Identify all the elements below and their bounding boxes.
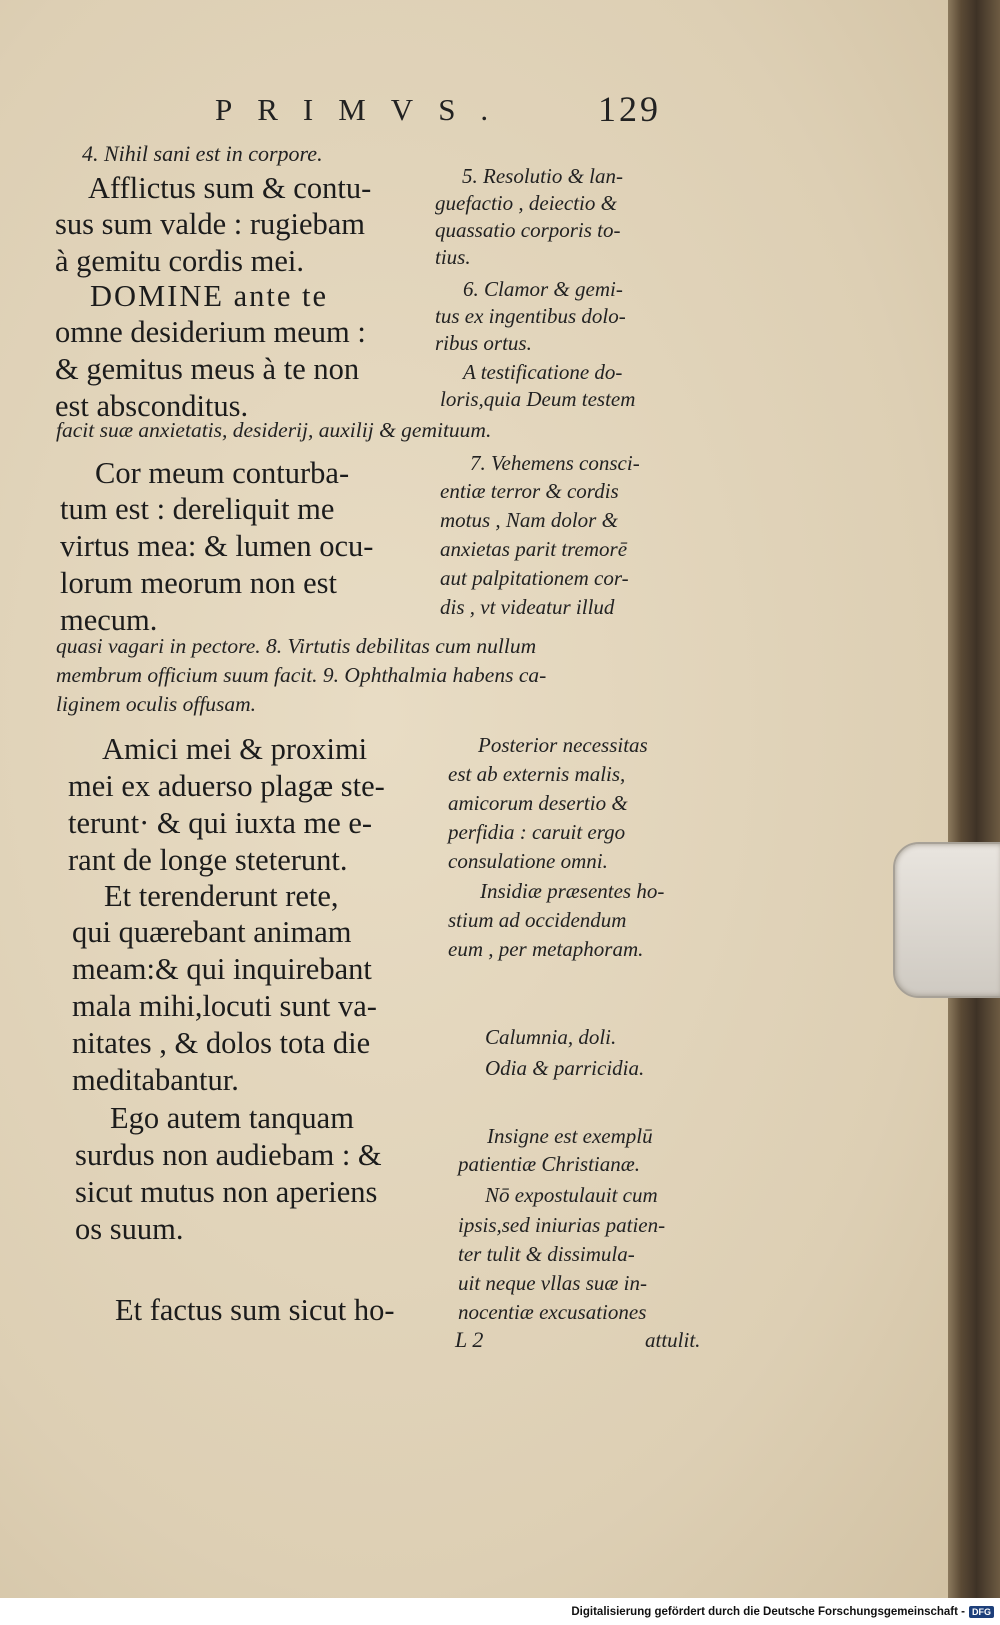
note-line: ter tulit & dissimula- xyxy=(458,1242,635,1266)
text-line: surdus non audiebam : & xyxy=(75,1138,382,1172)
text-line: mala mihi,locuti sunt va- xyxy=(72,989,377,1023)
note-line: Odia & parricidia. xyxy=(485,1056,645,1080)
text-line: qui quærebant animam xyxy=(72,915,352,949)
verse-paragraph-6-cont xyxy=(75,1137,382,1248)
text-line: mei ex aduerso plagæ ste- xyxy=(68,769,385,803)
note-6 xyxy=(463,276,623,303)
verse-paragraph-6 xyxy=(110,1100,354,1137)
note-7 xyxy=(470,450,640,477)
note-line: attulit. xyxy=(645,1328,701,1352)
note-line: Insidiæ præsentes ho- xyxy=(480,879,665,903)
note-line: entiæ terror & cordis xyxy=(440,479,619,503)
note-line: tus ex ingentibus dolo- xyxy=(435,304,626,328)
text-line: terunt· & qui iuxta me e- xyxy=(68,806,373,840)
note-line: guefactio , deiectio & xyxy=(435,191,617,215)
book-page-edge xyxy=(948,0,1000,1598)
footer-text: Digitalisierung gefördert durch die Deutsche Forschungsgemeinschaft - xyxy=(571,1606,965,1618)
text-line: à gemitu cordis mei. xyxy=(55,244,305,278)
note-line: Calumnia, doli. xyxy=(485,1025,617,1049)
note-5-cont xyxy=(435,190,621,271)
text-line: Et factus sum sicut ho- xyxy=(115,1293,395,1327)
text-line: Ego autem tanquam xyxy=(110,1101,354,1135)
note-insidiae-cont xyxy=(448,906,643,964)
note-line: loris,quia Deum testem xyxy=(440,387,636,411)
text-line: est absconditus. xyxy=(55,389,249,423)
text-line: meam:& qui inquirebant xyxy=(72,952,372,986)
note-line: quasi vagari in pectore. 8. Virtutis debilitas cum nullum xyxy=(56,634,537,658)
text-line: virtus mea: & lumen ocu- xyxy=(60,529,374,563)
note-line: stium ad occidendum xyxy=(448,908,627,932)
text-line: meditabantur. xyxy=(72,1063,239,1097)
note-insigne xyxy=(487,1123,653,1150)
note-4: 4. Nihil sani est in corpore. xyxy=(82,141,323,166)
note-line: uit neque vllas suæ in- xyxy=(458,1271,647,1295)
note-line: anxietas parit tremorē xyxy=(440,537,628,561)
note-6-cont xyxy=(435,303,626,357)
note-line: A testificatione do- xyxy=(463,360,623,384)
text-line: os suum. xyxy=(75,1212,184,1246)
text-line: sicut mutus non aperiens xyxy=(75,1175,378,1209)
note-line: aut palpitationem cor- xyxy=(440,566,629,590)
note-line: 6. Clamor & gemi- xyxy=(463,277,623,301)
text-line: tum est : dereliquit me xyxy=(60,492,335,526)
text-line: omne desiderium meum : xyxy=(55,315,366,349)
note-insidiae xyxy=(480,878,664,905)
note-line: consulatione omni. xyxy=(448,849,608,873)
note-7-fullwidth xyxy=(56,632,546,719)
note-line: motus , Nam dolor & xyxy=(440,508,618,532)
text-line: & gemitus meus à te non xyxy=(55,352,360,386)
note-5 xyxy=(462,163,623,190)
note-line: 5. Resolutio & lan- xyxy=(462,164,623,188)
note-line: quassatio corporis to- xyxy=(435,218,621,242)
note-line: est ab externis malis, xyxy=(448,762,626,786)
verse-paragraph-3 xyxy=(95,455,349,492)
note-line: 7. Vehemens consci- xyxy=(470,451,640,475)
verse-paragraph-5 xyxy=(104,878,339,915)
verse-paragraph-5-cont xyxy=(72,914,377,1099)
note-insigne-b-cont xyxy=(458,1211,665,1327)
note-line: tius. xyxy=(435,245,471,269)
text-line: lorum meorum non est xyxy=(60,566,338,600)
text-line: rant de longe steterunt. xyxy=(68,843,348,877)
text-line: nitates , & dolos tota die xyxy=(72,1026,371,1060)
note-line: Insigne est exemplū xyxy=(487,1124,653,1148)
page-clip xyxy=(893,842,1000,998)
text-line: DOMINE ante te xyxy=(90,279,329,313)
note-line: Posterior necessitas xyxy=(478,733,648,757)
signature-mark: L 2 xyxy=(455,1327,484,1352)
note-insigne-end xyxy=(645,1327,700,1354)
page-number: 129 xyxy=(598,89,661,129)
note-6-fullwidth: facit suæ anxietatis, desiderij, auxilij & gemituum. xyxy=(56,418,492,442)
verse-paragraph-2 xyxy=(90,278,328,315)
note-line: patientiæ Christianæ. xyxy=(458,1152,641,1176)
note-line: amicorum desertio & xyxy=(448,791,628,815)
dfg-logo: DFG xyxy=(969,1606,994,1618)
note-calumnia xyxy=(485,1022,644,1084)
verse-paragraph-2-cont xyxy=(55,314,366,425)
footer-credit xyxy=(571,1603,994,1621)
note-7-cont xyxy=(440,477,629,622)
verse-paragraph-7 xyxy=(115,1292,395,1329)
text-line: Cor meum conturba- xyxy=(95,456,350,490)
note-line: membrum officium suum facit. 9. Ophthalmia habens ca- xyxy=(56,663,547,687)
note-line: ipsis,sed iniurias patien- xyxy=(458,1213,666,1237)
note-line: liginem oculis offusam. xyxy=(56,692,257,716)
text-line: Afflictus sum & contu- xyxy=(88,171,372,205)
note-insigne-b xyxy=(485,1182,658,1209)
note-line: perfidia : caruit ergo xyxy=(448,820,626,844)
text-line: Amici mei & proximi xyxy=(102,732,368,766)
note-line: dis , vt videatur illud xyxy=(440,595,615,619)
verse-paragraph-1-cont xyxy=(55,206,365,280)
verse-paragraph-1 xyxy=(88,170,371,207)
note-line: ribus ortus. xyxy=(435,331,532,355)
note-line: eum , per metaphoram. xyxy=(448,937,644,961)
verse-paragraph-4 xyxy=(102,731,367,768)
note-posterior xyxy=(478,732,648,759)
running-title: PRIMVS. xyxy=(215,92,514,127)
note-line: Nō expostulauit cum xyxy=(485,1183,658,1207)
verse-paragraph-4-cont xyxy=(68,768,385,879)
text-line: Et terenderunt rete, xyxy=(104,879,339,913)
note-posterior-cont xyxy=(448,760,628,876)
verse-paragraph-3-cont xyxy=(60,491,373,639)
note-6b xyxy=(463,359,622,386)
note-6b-cont xyxy=(440,386,635,413)
text-line: sus sum valde : rugiebam xyxy=(55,207,366,241)
note-insigne-cont xyxy=(458,1150,640,1179)
text-line: mecum. xyxy=(60,603,158,637)
note-line: nocentiæ excusationes xyxy=(458,1300,647,1324)
